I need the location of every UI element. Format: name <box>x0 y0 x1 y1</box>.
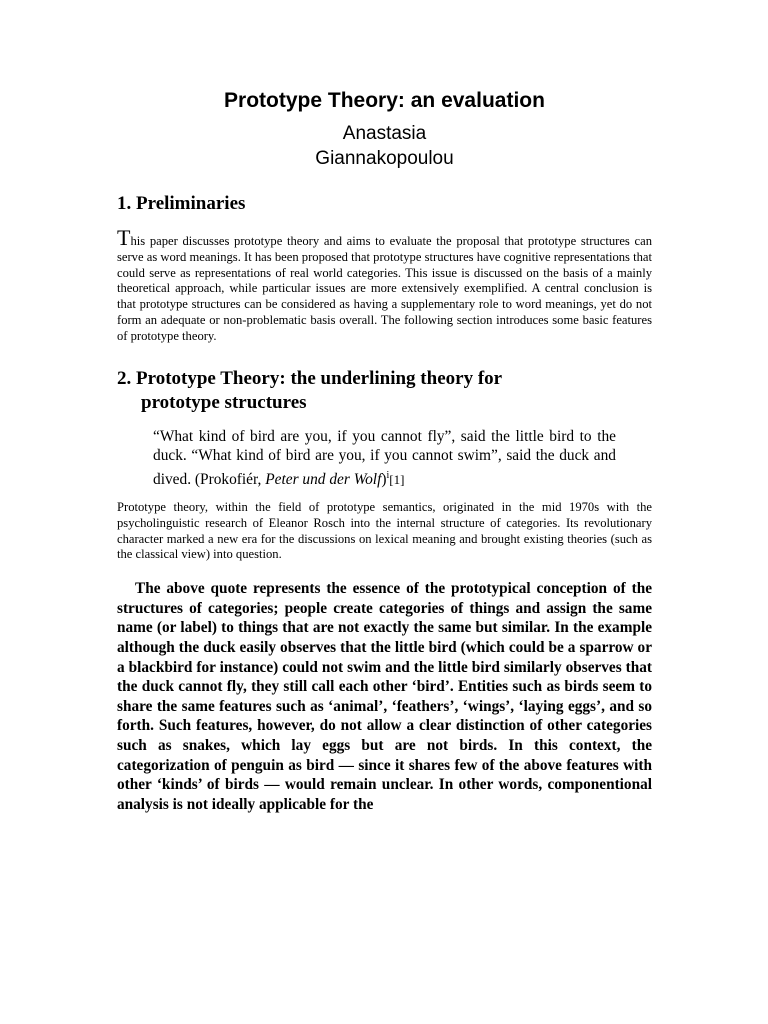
section-1-heading: 1. Preliminaries <box>117 193 246 215</box>
quote-work-title: Peter und der Wolf <box>265 471 382 489</box>
footnote-marker[interactable]: i <box>386 470 390 482</box>
section-1-text: his paper discusses prototype theory and aims to evaluate the proposal that prototype structures can serve as word meanings. It has been proposed that prototype structures have cognitive representations that could serve as representations of real world categories. This issue is discussed on the basis of a mainly theoretical approach, while particular issues are more extensively exemplified. A central conclusion is that prototype structures can be considered as having a supplementary role to word meanings, yet do not form an adequate or non-problematic basis overall. The following section introduces some basic features of prototype theory. <box>117 233 652 343</box>
author-last-name: Giannakopoulou <box>315 148 454 170</box>
section-2-title-line1: Prototype Theory: the underlining theory for <box>131 367 503 389</box>
section-2-intro: Prototype theory, within the field of prototype semantics, originated in the mid 1970s with the psycholinguistic research of Eleanor Rosch into the internal structure of categories. Its revolutionary character marked a new era for the discussions on lexical meaning and brought existing theories (such as the classical view) into question. <box>117 500 652 562</box>
paper-title: Prototype Theory: an evaluation <box>224 89 545 112</box>
epigraph-quote <box>153 427 616 491</box>
section-2-title-line2: prototype structures <box>141 391 307 413</box>
section-1-paragraph <box>117 224 652 345</box>
document-page <box>117 88 652 814</box>
section-2-body: The above quote represents the essence of the prototypical conception of the structures of categories; people create categories of things and assign the same name (or label) to things that are not exactly the same but similar. In the example although the duck easily observes that the little bird (which could be a sparrow or a blackbird for instance) could not swim and the little bird similarly observes that the duck cannot fly, they still call each other ‘bird’. Entities such as birds seem to share the same features such as ‘animal’, ‘feathers’, ‘wings’, ‘laying eggs’, and so forth. Such features, however, do not allow a clear distinction of other categories such as snakes, which lay eggs but are not birds. In this context, the categorization of penguin as bird — since it shares few of the above features with other ‘kinds’ of birds — would remain unclear. In other words, componentional analysis is not ideally applicable for the <box>117 580 652 813</box>
drop-cap: T <box>117 224 131 250</box>
section-2-heading <box>117 367 652 415</box>
reference-link[interactable]: [1] <box>389 472 405 488</box>
author-first-name: Anastasia <box>342 123 427 145</box>
quote-text: “What kind of bird are you, if you cannot fly”, said the little bird to the duck. “What kind of bird are you, if you cannot swim”, said the duck and dived. (Prokofiér, <box>153 427 616 489</box>
section-2-number: 2. <box>117 367 132 389</box>
quote-close: ) <box>381 471 387 489</box>
